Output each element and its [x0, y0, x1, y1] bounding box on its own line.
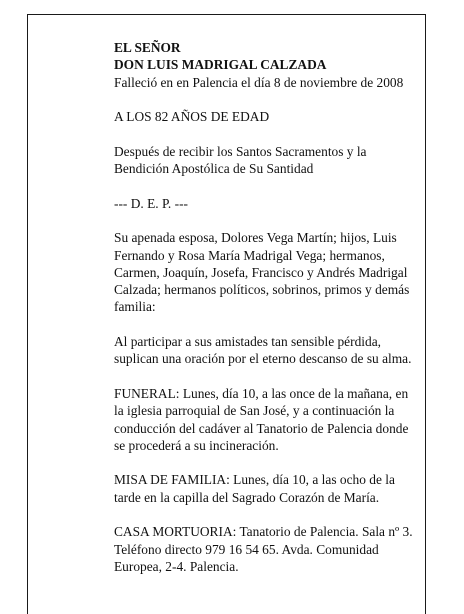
sacraments-line: Después de recibir los Santos Sacramentos y la Bendición Apostólica de Su Santidad: [114, 143, 367, 177]
dep-line: --- D. E. P. ---: [114, 195, 189, 211]
mortuary-paragraph: CASA MORTUORIA: Tanatorio de Palencia. Sala nº 3. Teléfono directo 979 16 54 65. Avda. Comunidad Europea, 2-4. Palencia.: [114, 524, 413, 574]
family-paragraph: Su apenada esposa, Dolores Vega Martín; hijos, Luis Fernando y Rosa María Madrigal Vega; hermanos, Carmen, Joaquín, Josefa, Francisco y Andrés Madrigal Calzada; hermanos políticos, sobrinos, primos y demás familia:: [114, 230, 410, 315]
request-paragraph: Al participar a sus amistades tan sensible pérdida, suplican una oración por el eterno descanso de su alma.: [114, 334, 412, 367]
funeral-paragraph: FUNERAL: Lunes, día 10, a las once de la mañana, en la iglesia parroquial de San José, y a continuación la conducción del cadáver al Tanatorio de Palencia donde se procederá a su incineración.: [114, 385, 409, 453]
deceased-title: EL SEÑOR: [114, 40, 181, 55]
age-line: A LOS 82 AÑOS DE EDAD: [114, 109, 270, 125]
family-mass-paragraph: MISA DE FAMILIA: Lunes, día 10, a las ocho de la tarde en la capilla del Sagrado Corazón de María.: [114, 472, 395, 505]
obituary-notice: [114, 39, 414, 593]
deceased-name: DON LUIS MADRIGAL CALZADA: [114, 57, 327, 73]
death-info: Falleció en en Palencia el día 8 de noviembre de 2008: [114, 74, 404, 90]
